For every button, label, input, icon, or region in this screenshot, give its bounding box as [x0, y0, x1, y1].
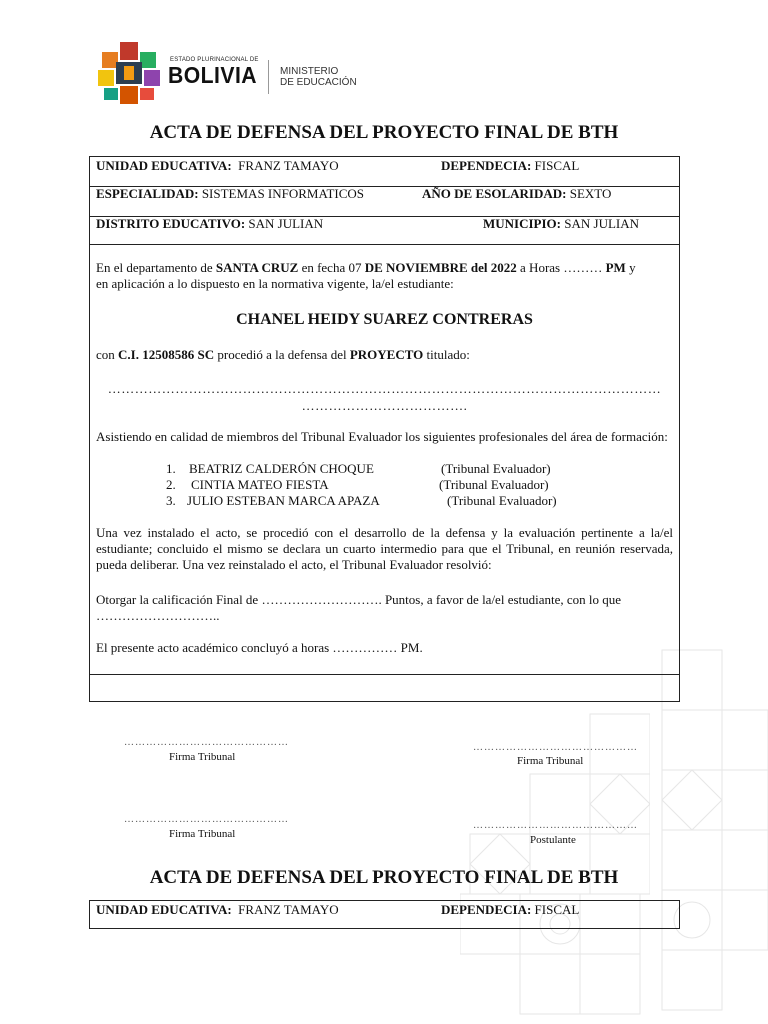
signature-line-4: ……………………………………… [473, 820, 638, 831]
unidad-educativa-field [96, 158, 339, 174]
conclusion-paragraph: El presente acto académico concluyó a horas …………… PM. [96, 640, 423, 655]
row-divider [90, 244, 679, 245]
footer-unidad-value: FRANZ TAMAYO [238, 902, 339, 917]
calificacion-paragraph [96, 592, 673, 624]
tribunal-member-role: (Tribunal Evaluador) [439, 477, 549, 492]
unidad-value: FRANZ TAMAYO [238, 158, 339, 173]
tribunal-member-name: CINTIA MATEO FIESTA [191, 477, 329, 492]
footer-dependencia-field [441, 902, 579, 918]
departamento-value: SANTA CRUZ [215, 260, 299, 275]
tribunal-member-role: (Tribunal Evaluador) [441, 461, 551, 476]
signature-label-3: Firma Tribunal [169, 828, 236, 840]
ci-prefix: con [96, 347, 115, 362]
distrito-value: SAN JULIAN [248, 216, 324, 231]
signature-line-3: ……………………………………… [124, 814, 289, 825]
distrito-label: DISTRITO EDUCATIVO: [96, 216, 246, 231]
signature-label-2: Firma Tribunal [517, 755, 584, 767]
footer-unidad-label: UNIDAD EDUCATIVA: [96, 902, 232, 917]
ci-value: C.I. 12508586 SC [118, 347, 215, 362]
document-title: ACTA DE DEFENSA DEL PROYECTO FINAL DE BTH [149, 122, 619, 143]
municipio-value: SAN JULIAN [564, 216, 639, 231]
intro-text-4: y [625, 260, 636, 275]
signature-label-postulante: Postulante [530, 834, 576, 846]
intro-text-1: En el departamento de [96, 260, 213, 275]
dependencia-label: DEPENDECIA: [441, 158, 532, 173]
footer-unidad-field [96, 902, 339, 918]
tribunal-member-num: 2. [166, 477, 176, 492]
document-title-repeat: ACTA DE DEFENSA DEL PROYECTO FINAL DE BTH [149, 867, 619, 888]
tribunal-member-name: BEATRIZ CALDERÓN CHOQUE [189, 461, 374, 476]
main-form-box [89, 156, 680, 702]
anio-label: AÑO DE ESOLARIDAD: [422, 186, 567, 201]
calificacion-line-2: ……………………….. [96, 608, 220, 623]
state-small-text: ESTADO PLURINACIONAL DE [170, 57, 259, 63]
unidad-label: UNIDAD EDUCATIVA: [96, 158, 232, 173]
anio-value: SEXTO [569, 186, 612, 201]
especialidad-label: ESPECIALIDAD: [96, 186, 199, 201]
anio-field [422, 186, 611, 202]
header-separator [268, 60, 269, 94]
ministry-name [280, 66, 357, 88]
tribunal-member-num: 1. [166, 461, 176, 476]
bolivia-emblem-logo [98, 42, 160, 104]
tribunal-member-name: JULIO ESTEBAN MARCA APAZA [187, 493, 380, 508]
especialidad-value: SISTEMAS INFORMATICOS [201, 186, 364, 201]
municipio-label: MUNICIPIO: [483, 216, 561, 231]
acto-paragraph: Una vez instalado el acto, se procedió con el desarrollo de la defensa y la evaluación pertinente a la/el estudiante; concluido el mismo se declara un cuarto intermedio para que el Tribunal, en reunión reservada, pueda deliberar. Una vez reinstalado el acto, el Tribunal Evaluador resolvió: [96, 525, 673, 572]
calificacion-line-1: Otorgar la calificación Final de ………………………. Puntos, a favor de la/el estudiante, con lo que [96, 592, 622, 607]
project-title-placeholder-1: …………………………………………………………………………………………………………… [107, 381, 662, 396]
ci-suffix: titulado: [426, 347, 470, 362]
ministry-line-1: MINISTERIO [280, 66, 339, 77]
intro-text-2: en fecha 07 [301, 260, 362, 275]
signature-line-2: ……………………………………… [473, 742, 638, 753]
tribunal-intro-paragraph: Asistiendo en calidad de miembros del Tribunal Evaluador los siguientes profesionales del área de formación: [96, 429, 668, 444]
intro-line-2: en aplicación a lo dispuesto en la normativa vigente, la/el estudiante: [96, 276, 454, 291]
signature-label-1: Firma Tribunal [169, 751, 236, 763]
footer-dependencia-value: FISCAL [534, 902, 580, 917]
ci-paragraph [96, 347, 673, 363]
tribunal-member-num: 3. [166, 493, 176, 508]
ci-middle: procedió a la defensa del [217, 347, 347, 362]
dependencia-value: FISCAL [534, 158, 580, 173]
footer-dependencia-label: DEPENDECIA: [441, 902, 532, 917]
tribunal-member-role: (Tribunal Evaluador) [447, 493, 557, 508]
dependencia-field [441, 158, 579, 174]
footer-form-box [89, 900, 680, 929]
signature-line-1: ……………………………………… [124, 737, 289, 748]
fecha-value: DE NOVIEMBRE del 2022 [364, 260, 517, 275]
proyecto-label: PROYECTO [349, 347, 424, 362]
pm-value: PM [605, 260, 626, 275]
project-title-placeholder-2: ………………………………. [301, 398, 468, 413]
row-divider [90, 674, 679, 675]
ministry-line-2: DE EDUCACIÓN [280, 77, 357, 88]
intro-paragraph [96, 260, 673, 292]
municipio-field [483, 216, 639, 232]
especialidad-field [96, 186, 364, 202]
distrito-field [96, 216, 323, 232]
country-name: BOLIVIA [168, 62, 258, 88]
student-name: CHANEL HEIDY SUAREZ CONTRERAS [236, 311, 533, 328]
intro-text-3: a Horas ……… [520, 260, 606, 275]
